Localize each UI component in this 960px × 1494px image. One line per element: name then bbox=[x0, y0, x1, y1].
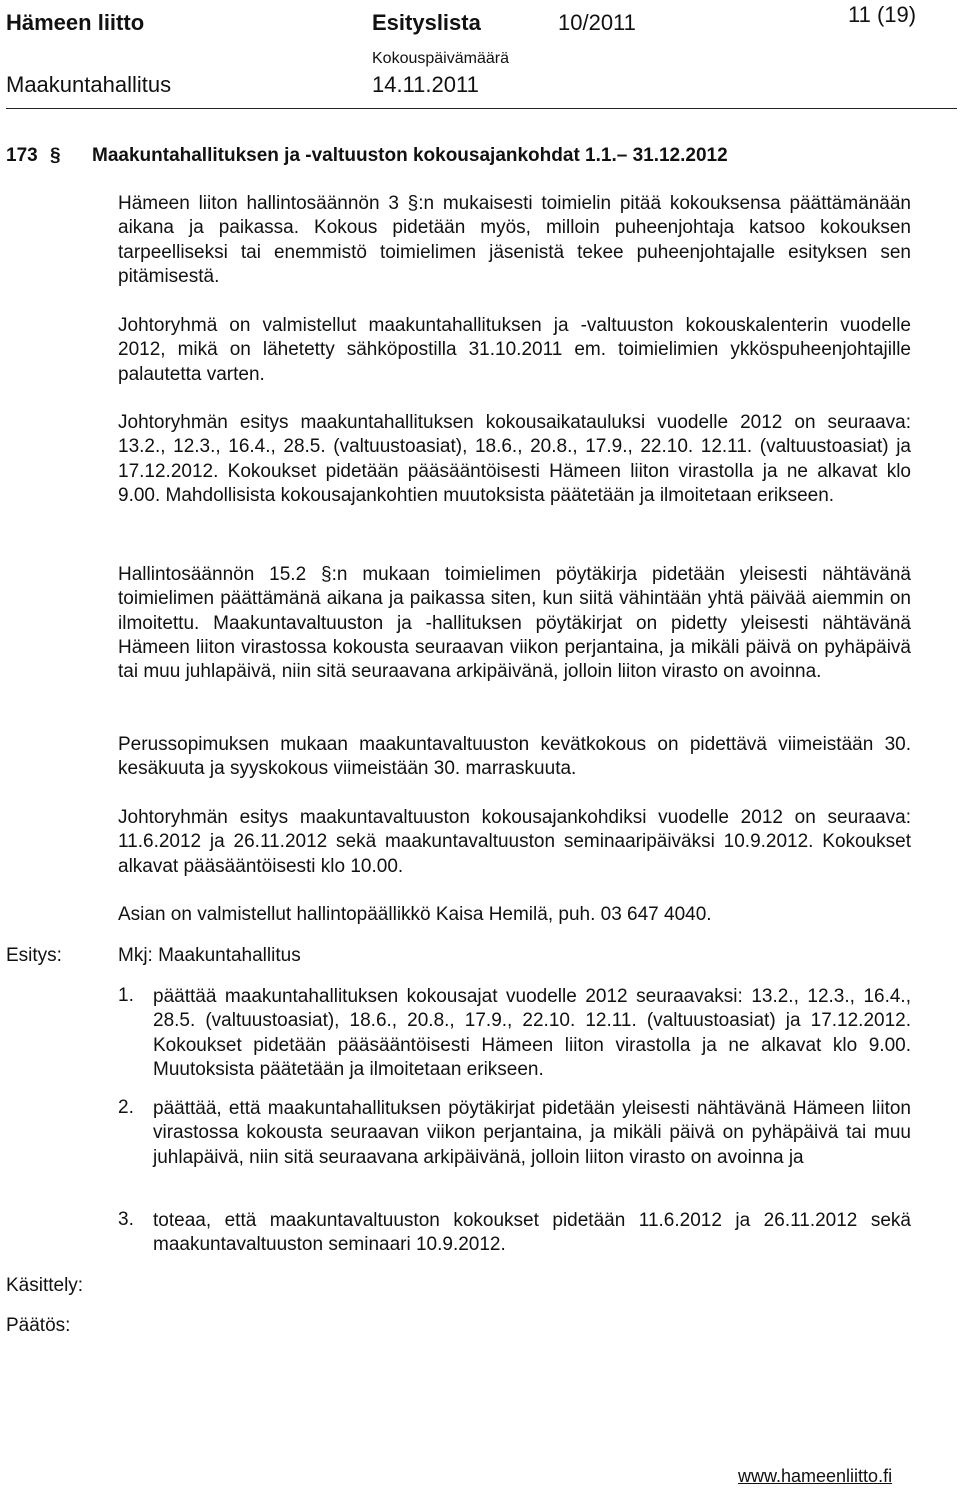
proposal-item-number: 2. bbox=[118, 1097, 134, 1118]
decision-label: Päätös: bbox=[6, 1315, 71, 1336]
header-divider bbox=[6, 108, 957, 109]
proposal-item-text: toteaa, että maakuntavaltuuston kokoukset pidetään 11.6.2012 ja 26.11.2012 sekä maakuntavaltuuston seminaari 10.9.2012. bbox=[153, 1210, 911, 1256]
section-symbol: § bbox=[50, 145, 61, 166]
paragraph-basic-agreement: Perussopimuksen mukaan maakuntavaltuuston kevätkokous on pidettävä viimeistään 30. kesäkuuta ja syyskokous viimeistään 30. marraskuuta. bbox=[118, 734, 911, 780]
proposal-by: Mkj: Maakuntahallitus bbox=[118, 945, 301, 966]
paragraph-rules: Hämeen liiton hallintosäännön 3 §:n mukaisesti toimielin pitää kokouksensa päättämänään aikana ja paikassa. Kokous pidetään myös, milloin puheenjohtaja katsoo kokouksen tarpeelliseksi tai enemmistö toimielimen jäsenistä tekee puheenjohtajalle esityksen sen pitämisestä. bbox=[118, 193, 911, 287]
paragraph-prepared-by: Asian on valmistellut hallintopäällikkö Kaisa Hemilä, puh. 03 647 4040. bbox=[118, 904, 712, 925]
board-name: Maakuntahallitus bbox=[6, 72, 172, 97]
page-number: 11 (19) bbox=[848, 2, 917, 27]
proposal-label: Esitys: bbox=[6, 945, 62, 966]
handling-label: Käsittely: bbox=[6, 1275, 84, 1296]
proposal-item-number: 1. bbox=[118, 985, 134, 1006]
org-name: Hämeen liitto bbox=[6, 10, 145, 35]
paragraph-minutes-display: Hallintosäännön 15.2 §:n mukaan toimielimen pöytäkirja pidetään yleisesti nähtävänä toimielimen päättämänä aikana ja paikassa siten, kun siitä vähintään yhtä päivää aiemmin on ilmoitettu. Maakuntavaltuuston ja -hallituksen pöytäkirjat on pidetty yleisesti nähtävänä Hämeen liiton virastossa kokousta seuraavan viikon perjantaina, ja mikäli päivä on pyhäpäivä tai muu juhlapäivä, niin sitä seuraavana arkipäivänä, jolloin liiton virasto on avoinna. bbox=[118, 564, 911, 683]
doc-number: 10/2011 bbox=[558, 10, 636, 35]
date-label: Kokouspäivämäärä bbox=[372, 50, 509, 67]
meeting-date: 14.11.2011 bbox=[372, 72, 479, 97]
proposal-item-text: päättää maakuntahallituksen kokousajat vuodelle 2012 seuraavaksi: 13.2., 12.3., 16.4., 28.5. (valtuustoasiat), 18.6., 20.8., 17.9., 22.10. 12.11. (valtuustoasiat) ja 17.12.2012. Kokoukset pidetään pääsääntöisesti Hämeen liiton virastolla ja ne alkavat klo 9.00. Muutoksista päätetään ja ilmoitetaan erikseen. bbox=[153, 986, 911, 1080]
proposal-item-number: 3. bbox=[118, 1209, 134, 1230]
website-link[interactable]: www.hameenliitto.fi bbox=[738, 1466, 893, 1486]
paragraph-board-schedule: Johtoryhmän esitys maakuntahallituksen kokousaikatauluksi vuodelle 2012 on seuraava: 13.2., 12.3., 16.4., 28.5. (valtuustoasiat), 18.6., 20.8., 17.9., 22.10. 12.11. (valtuustoasiat) ja 17.12.2012. Kokoukset pidetään pääsääntöisesti Hämeen liiton virastolla ja ne alkavat klo 9.00. Mahdollisista kokousajankohtien muutoksista päätetään ja ilmoitetaan erikseen. bbox=[118, 412, 911, 506]
proposal-item-text: päättää, että maakuntahallituksen pöytäkirjat pidetään yleisesti nähtävänä Hämeen liiton virastossa kokousta seuraavan viikon perjantaina, ja mikäli päivä on pyhäpäivä tai muu juhlapäivä, niin sitä seuraavana arkipäivänä, jolloin liiton virasto on avoinna ja bbox=[153, 1098, 911, 1168]
doc-type: Esityslista bbox=[372, 10, 481, 35]
section-title: Maakuntahallituksen ja -valtuuston kokousajankohdat 1.1.– 31.12.2012 bbox=[92, 145, 728, 166]
paragraph-council-schedule: Johtoryhmän esitys maakuntavaltuuston kokousajankohdiksi vuodelle 2012 on seuraava: 11.6.2012 ja 26.11.2012 sekä maakuntavaltuuston seminaaripäiväksi 10.9.2012. Kokoukset alkavat pääsääntöisesti klo 10.00. bbox=[118, 807, 911, 877]
paragraph-calendar-prepared: Johtoryhmä on valmistellut maakuntahallituksen ja -valtuuston kokouskalenterin vuodelle 2012, mikä on lähetetty sähköpostilla 31.10.2011 em. toimielimien ykköspuheenjohtajille palautetta varten. bbox=[118, 315, 911, 385]
section-number: 173 bbox=[6, 145, 38, 166]
